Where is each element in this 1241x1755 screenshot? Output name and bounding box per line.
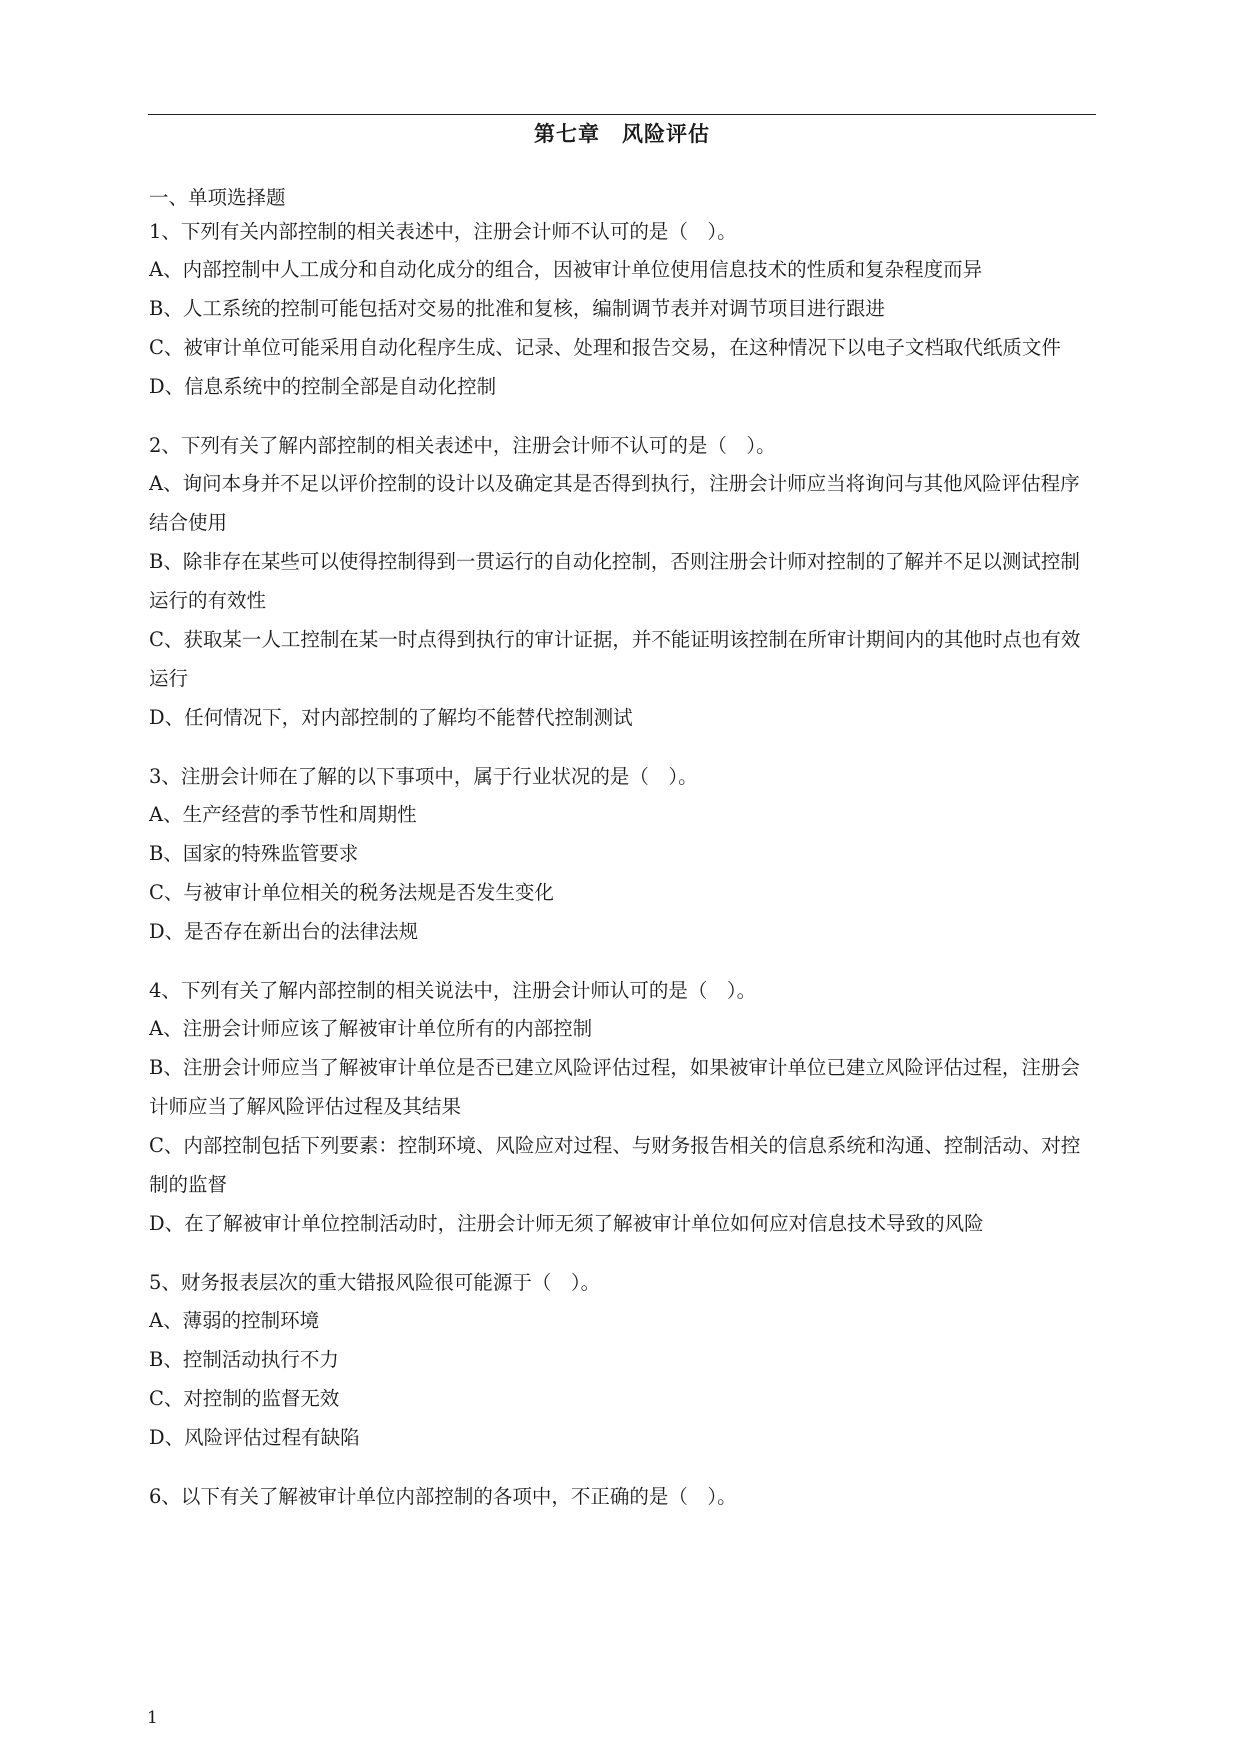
question-3 xyxy=(149,758,1097,951)
chapter-title: 第七章 风险评估 xyxy=(534,122,710,146)
option-d: D、信息系统中的控制全部是自动化控制 xyxy=(149,375,497,398)
page-number: 1 xyxy=(147,1708,158,1728)
option-d: D、是否存在新出台的法律法规 xyxy=(149,920,419,943)
question-5 xyxy=(149,1264,1097,1457)
option-a: A、内部控制中人工成分和自动化成分的组合，因被审计单位使用信息技术的性质和复杂程度而异 xyxy=(149,258,983,281)
question-stem: 2、下列有关了解内部控制的相关表述中，注册会计师不认可的是（ ）。 xyxy=(149,434,776,457)
option-a: A、生产经营的季节性和周期性 xyxy=(149,803,417,826)
header-rule xyxy=(148,114,1096,115)
option-c: C、内部控制包括下列要素：控制环境、风险应对过程、与财务报告相关的信息系统和沟通、控制活动、对控制的监督 xyxy=(149,1134,1081,1196)
question-6 xyxy=(149,1478,1097,1515)
question-1 xyxy=(149,213,1097,406)
option-a: A、询问本身并不足以评价控制的设计以及确定其是否得到执行，注册会计师应当将询问与其他风险评估程序结合使用 xyxy=(149,472,1080,534)
question-stem: 4、下列有关了解内部控制的相关说法中，注册会计师认可的是（ ）。 xyxy=(149,979,757,1002)
option-d: D、任何情况下，对内部控制的了解均不能替代控制测试 xyxy=(149,706,633,729)
option-b: B、除非存在某些可以使得控制得到一贯运行的自动化控制，否则注册会计师对控制的了解并不足以测试控制运行的有效性 xyxy=(149,550,1080,612)
question-stem: 5、财务报表层次的重大错报风险很可能源于（ ）。 xyxy=(149,1271,601,1294)
page-content xyxy=(149,182,1097,1515)
option-b: B、国家的特殊监管要求 xyxy=(149,842,359,865)
option-a: A、薄弱的控制环境 xyxy=(149,1309,320,1332)
option-c: C、与被审计单位相关的税务法规是否发生变化 xyxy=(149,881,554,904)
question-stem: 6、以下有关了解被审计单位内部控制的各项中，不正确的是（ ）。 xyxy=(149,1485,737,1508)
option-c: C、被审计单位可能采用自动化程序生成、记录、处理和报告交易，在这种情况下以电子文档取代纸质文件 xyxy=(149,336,1061,359)
question-stem: 1、下列有关内部控制的相关表述中，注册会计师不认可的是（ ）。 xyxy=(149,220,737,243)
option-a: A、注册会计师应该了解被审计单位所有的内部控制 xyxy=(149,1017,593,1040)
option-d: D、在了解被审计单位控制活动时，注册会计师无须了解被审计单位如何应对信息技术导致的风险 xyxy=(149,1212,984,1235)
option-b: B、注册会计师应当了解被审计单位是否已建立风险评估过程，如果被审计单位已建立风险评估过程，注册会计师应当了解风险评估过程及其结果 xyxy=(149,1056,1080,1118)
question-4 xyxy=(149,972,1097,1243)
option-d: D、风险评估过程有缺陷 xyxy=(149,1426,360,1449)
option-b: B、控制活动执行不力 xyxy=(149,1348,339,1371)
question-stem: 3、注册会计师在了解的以下事项中，属于行业状况的是（ ）。 xyxy=(149,765,698,788)
option-c: C、对控制的监督无效 xyxy=(149,1387,340,1410)
option-b: B、人工系统的控制可能包括对交易的批准和复核，编制调节表并对调节项目进行跟进 xyxy=(149,297,885,320)
option-c: C、获取某一人工控制在某一时点得到执行的审计证据，并不能证明该控制在所审计期间内的其他时点也有效运行 xyxy=(149,628,1081,690)
question-2 xyxy=(149,427,1097,737)
section-heading: 一、单项选择题 xyxy=(149,186,286,209)
